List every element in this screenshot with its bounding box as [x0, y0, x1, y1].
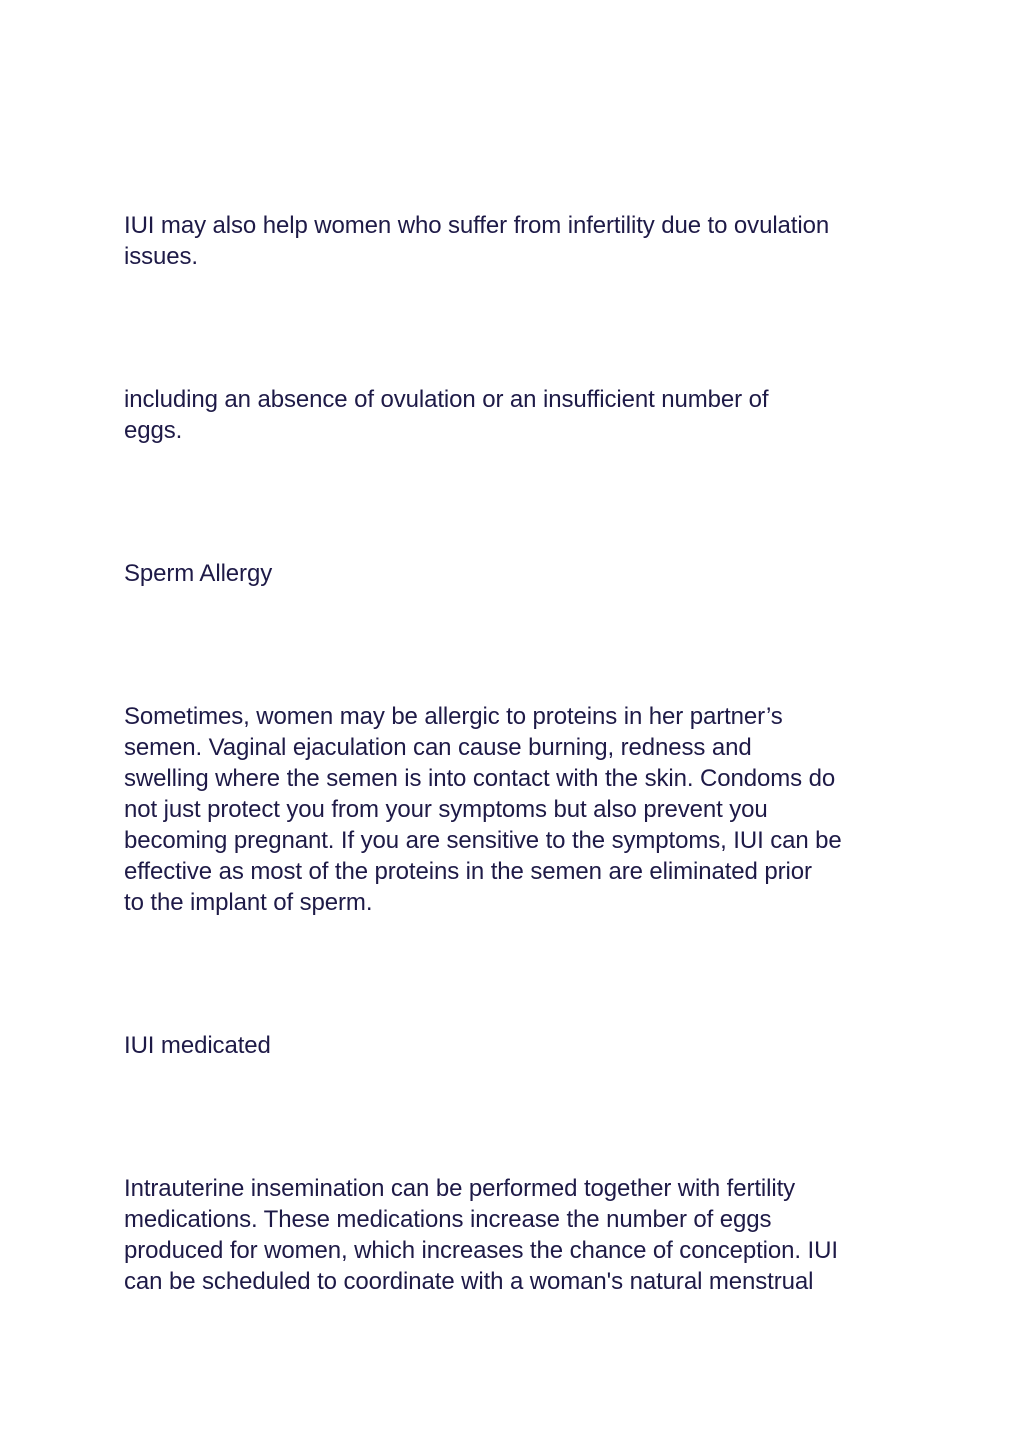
paragraph-sperm-allergy [124, 701, 914, 918]
paragraph-ovulation-issues [124, 210, 914, 272]
heading-iui-medicated [124, 1030, 914, 1061]
text-line: produced for women, which increases the chance of conception. IUI [124, 1237, 838, 1264]
text-line: becoming pregnant. If you are sensitive to the symptoms, IUI can be [124, 827, 842, 854]
text-line: semen. Vaginal ejaculation can cause burning, redness and [124, 734, 752, 761]
text-line: not just protect you from your symptoms but also prevent you [124, 796, 768, 823]
text-line: including an absence of ovulation or an insufficient number of [124, 386, 769, 413]
text-line: IUI medicated [124, 1032, 271, 1059]
text-line: IUI may also help women who suffer from infertility due to ovulation [124, 212, 830, 239]
text-line: Intrauterine insemination can be performed together with fertility [124, 1175, 796, 1202]
text-line: Sperm Allergy [124, 560, 273, 587]
text-line: effective as most of the proteins in the semen are eliminated prior [124, 858, 812, 885]
text-line: issues. [124, 243, 198, 270]
text-line: can be scheduled to coordinate with a woman's natural menstrual [124, 1268, 814, 1295]
text-line: eggs. [124, 417, 183, 444]
text-line: swelling where the semen is into contact with the skin. Condoms do [124, 765, 836, 792]
paragraph-iui-medicated [124, 1173, 914, 1297]
heading-sperm-allergy [124, 558, 914, 589]
text-line: Sometimes, women may be allergic to proteins in her partner’s [124, 703, 783, 730]
paragraph-ovulation-absence [124, 384, 914, 446]
text-line: to the implant of sperm. [124, 889, 373, 916]
text-line: medications. These medications increase the number of eggs [124, 1206, 772, 1233]
